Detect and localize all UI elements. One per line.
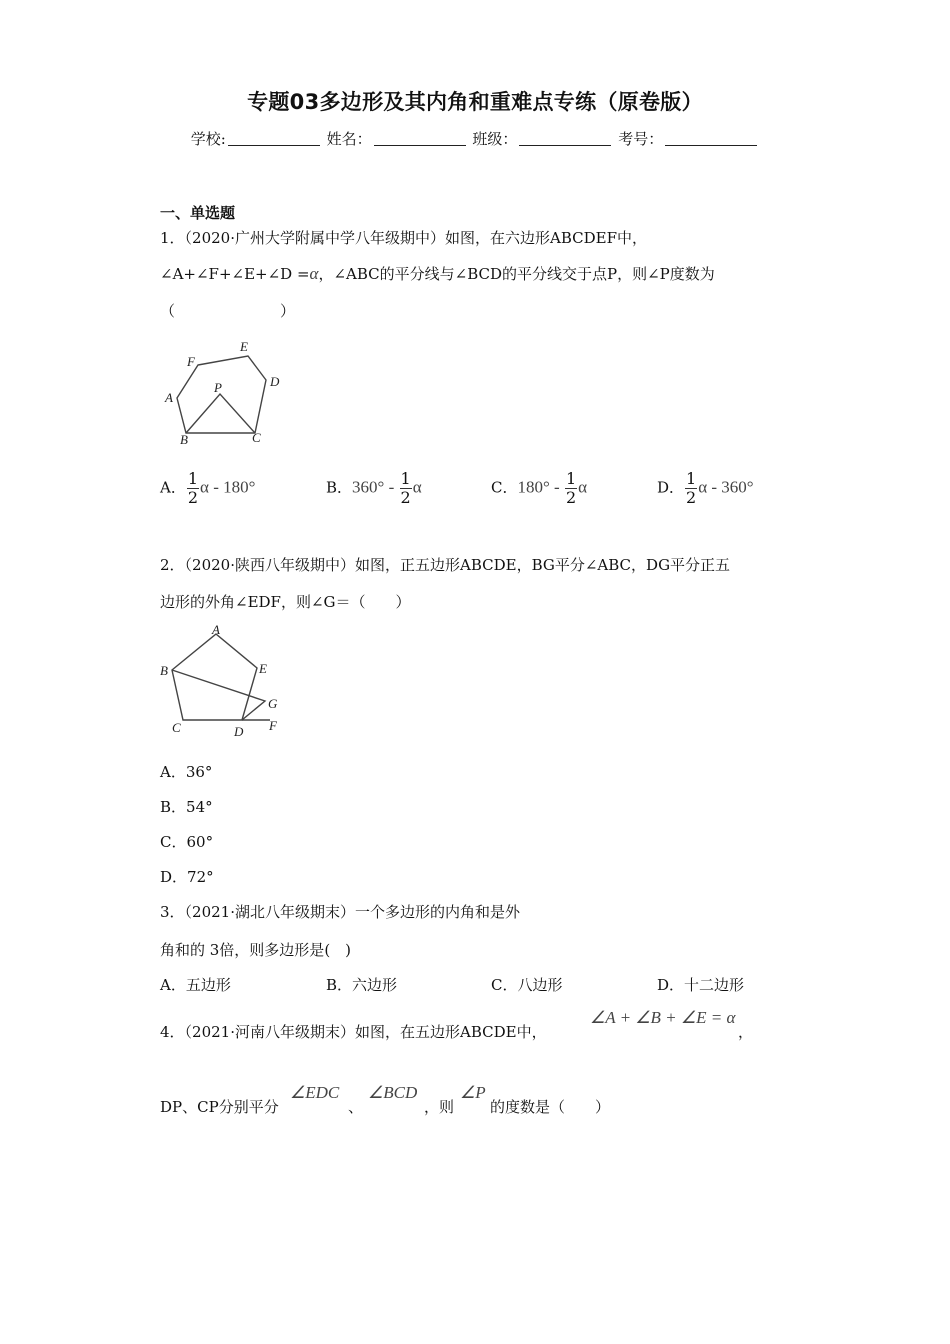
q1-angle-sum: ∠A+∠F+∠E+∠D = — [160, 265, 310, 283]
label-B: B — [160, 663, 168, 678]
q1-answer-paren: （ ） — [160, 302, 296, 320]
q3-option-b[interactable]: B．六边形 — [326, 976, 398, 994]
q4-comma: ， — [738, 1023, 754, 1041]
q3-option-a[interactable]: A．五边形 — [160, 976, 231, 994]
label-A: A — [165, 390, 173, 405]
label-F: F — [187, 354, 195, 369]
q1-alpha: α — [309, 264, 319, 283]
label-G: G — [268, 696, 278, 711]
q4-line2-b: ，则 — [424, 1098, 455, 1116]
bisector-lines — [172, 670, 265, 720]
q4-line2-c: 的度数是（ ） — [490, 1098, 611, 1116]
fraction: $\frac{1}{2}$ — [400, 469, 411, 507]
school-label: 学校: — [190, 130, 226, 148]
q1-option-b[interactable]: B．360° - $\frac{1}{2}$ α — [326, 469, 422, 507]
label-F: F — [269, 718, 277, 733]
q3-line1: 3．（2021·湖北八年级期末）一个多边形的内角和是外 — [160, 903, 520, 921]
label-D: D — [234, 724, 244, 739]
q4-separator: 、 — [348, 1098, 364, 1116]
q4-angle-sum: ∠A + ∠B + ∠E = α — [590, 1008, 736, 1027]
q4-angle-p: ∠P — [460, 1083, 486, 1102]
school-blank[interactable] — [228, 131, 320, 146]
q3-option-d[interactable]: D．十二边形 — [657, 976, 745, 994]
q4-angle-bcd: ∠BCD — [368, 1083, 418, 1102]
fraction: $\frac{1}{2}$ — [686, 469, 697, 507]
q1-option-c[interactable]: C．180° - $\frac{1}{2}$ α — [491, 469, 588, 507]
label-C: C — [172, 720, 181, 735]
label-A: A — [212, 622, 220, 637]
q2-line1: 2．（2020·陕西八年级期中）如图，正五边形ABCDE，BG平分∠ABC，DG平分正五 — [160, 556, 731, 574]
q4-line2-a: DP、CP分别平分 — [160, 1098, 279, 1116]
class-blank[interactable] — [519, 131, 611, 146]
q1-line1: 1．（2020·广州大学附属中学八年级期中）如图，在六边形ABCDEF中， — [160, 229, 647, 247]
label-P: P — [214, 380, 222, 395]
q3-line2: 角和的 3倍，则多边形是( ) — [160, 941, 352, 959]
q4-line1: 4．（2021·河南八年级期末）如图，在五边形ABCDE中， — [160, 1023, 547, 1041]
q1-option-a[interactable]: A． $\frac{1}{2}$ α - 180° — [160, 469, 256, 507]
q2-pentagon-figure — [156, 622, 286, 742]
name-blank[interactable] — [374, 131, 466, 146]
q2-option-b[interactable]: B．54° — [160, 798, 213, 816]
label-C: C — [252, 430, 261, 445]
student-info-line — [0, 128, 950, 149]
label-E: E — [240, 339, 248, 354]
q4-angle-edc: ∠EDC — [290, 1083, 340, 1102]
bisector-lines — [186, 394, 255, 433]
fraction: $\frac{1}{2}$ — [565, 469, 577, 507]
q1-line2-rest: ，∠ABC的平分线与∠BCD的平分线交于点P，则∠P度数为 — [318, 265, 715, 283]
label-E: E — [259, 661, 267, 676]
fraction: $\frac{1}{2}$ — [187, 469, 199, 507]
name-label: 姓名： — [326, 130, 372, 148]
page-title: 专题03多边形及其内角和重难点专练（原卷版） — [247, 90, 703, 114]
q2-option-d[interactable]: D．72° — [160, 868, 214, 886]
q2-line2: 边形的外角∠EDF，则∠G＝（ ） — [160, 593, 411, 611]
label-B: B — [180, 432, 188, 447]
exam-no-blank[interactable] — [665, 131, 757, 146]
q1-option-d[interactable]: D． $\frac{1}{2}$ α - 360° — [657, 469, 754, 507]
section-heading: 一、单选题 — [160, 204, 236, 222]
pentagon-outline — [172, 634, 257, 720]
q1-line2 — [160, 264, 715, 284]
q1-hexagon-figure — [160, 336, 290, 448]
class-label: 班级： — [472, 130, 518, 148]
q3-option-c[interactable]: C．八边形 — [491, 976, 563, 994]
label-D: D — [270, 374, 280, 389]
exam-no-label: 考号： — [618, 130, 664, 148]
q2-option-c[interactable]: C．60° — [160, 833, 214, 851]
q2-option-a[interactable]: A．36° — [160, 763, 213, 781]
